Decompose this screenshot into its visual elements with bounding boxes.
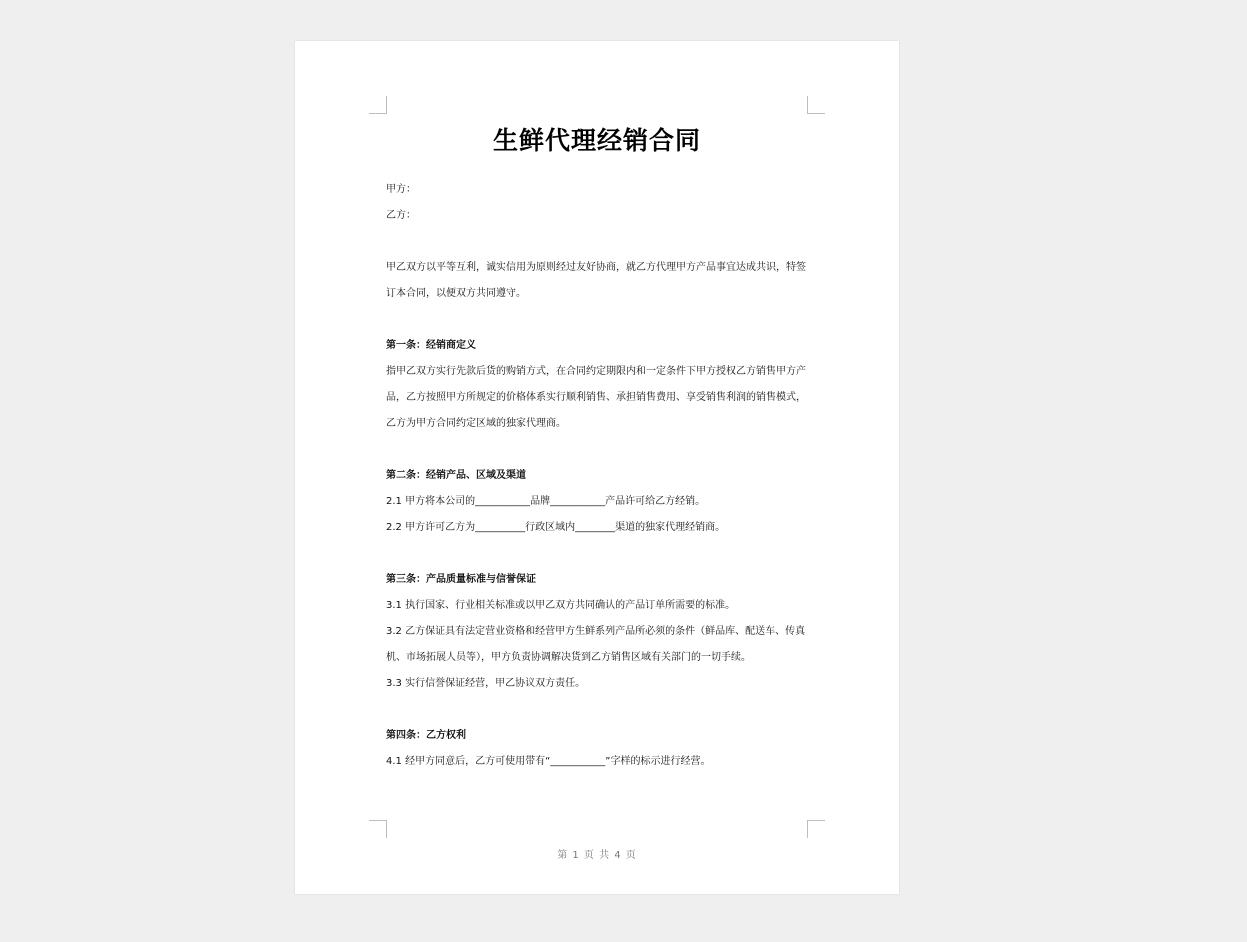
party-b-label: 乙方： [386, 210, 416, 221]
margin-corner-mark [369, 96, 387, 114]
article-3-line: 3.2 乙方保证具有法定营业资格和经营甲方生鲜系列产品所必须的条件（鲜品库、配送车、传真 [386, 626, 806, 637]
article-3-line: 3.1 执行国家、行业相关标准或以甲乙双方共同确认的产品订单所需要的标准。 [386, 600, 736, 611]
article-1-heading: 第一条：经销商定义 [386, 340, 476, 351]
document-body [386, 177, 826, 775]
article-3-line: 机、市场拓展人员等），甲方负责协调解决货到乙方销售区域有关部门的一切手续。 [386, 652, 751, 663]
article-3-heading: 第三条：产品质量标准与信誉保证 [386, 574, 536, 585]
margin-corner-mark [807, 820, 825, 838]
intro-line: 甲乙双方以平等互利，诚实信用为原则经过友好协商，就乙方代理甲方产品事宜达成共识，特签 [386, 262, 806, 273]
article-1-line: 指甲乙双方实行先款后货的购销方式，在合同约定期限内和一定条件下甲方授权乙方销售甲方产 [386, 366, 806, 377]
article-4-heading: 第四条：乙方权利 [386, 730, 466, 741]
article-2-line: 2.2 甲方许可乙方为__________行政区域内________渠道的独家代理经销商。 [386, 522, 726, 533]
article-4-line: 4.1 经甲方同意后，乙方可使用带有“___________”字样的标示进行经营。 [386, 756, 711, 767]
page-indicator: 第 1 页 共 4 页 [557, 850, 637, 861]
article-3-line: 3.3 实行信誉保证经营，甲乙协议双方责任。 [386, 678, 586, 689]
article-1-line: 乙方为甲方合同约定区域的独家代理商。 [386, 418, 566, 429]
margin-corner-mark [807, 96, 825, 114]
article-2-line: 2.1 甲方将本公司的___________品牌___________产品许可给乙方经销。 [386, 496, 706, 507]
article-1-line: 品，乙方按照甲方所规定的价格体系实行顺利销售、承担销售费用、享受销售利润的销售模式， [386, 392, 806, 403]
intro-line: 订本合同，以便双方共同遵守。 [386, 288, 526, 299]
party-a-label: 甲方： [386, 184, 416, 195]
article-2-heading: 第二条：经销产品、区域及渠道 [386, 470, 526, 481]
document-page [295, 41, 899, 894]
margin-corner-mark [369, 820, 387, 838]
document-title: 生鲜代理经销合同 [492, 126, 701, 155]
